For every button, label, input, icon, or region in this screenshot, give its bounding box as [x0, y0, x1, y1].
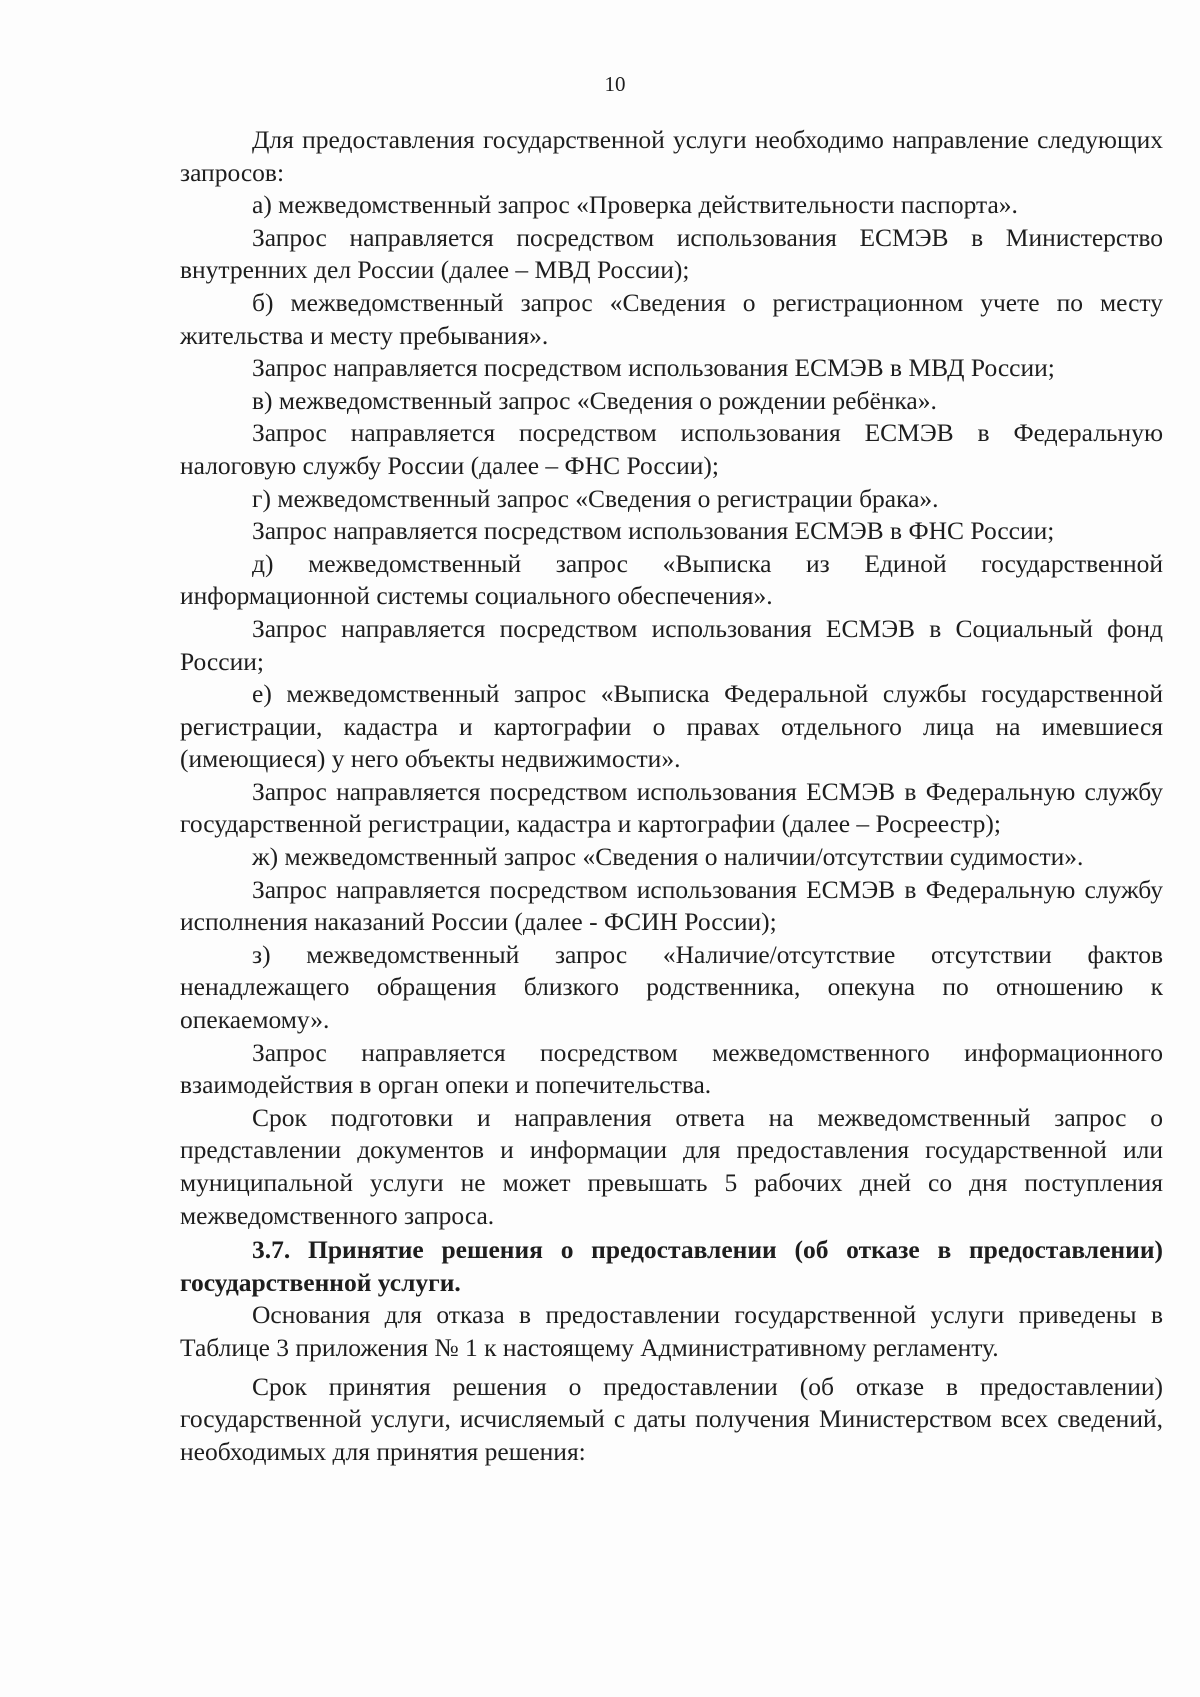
paragraph-refusal-grounds: Основания для отказа в предоставлении государственной услуги приведены в Таблице 3 приложения № 1 к настоящему Административному регламенту.	[180, 1300, 1163, 1362]
paragraph-request-d-target: Запрос направляется посредством использования ЕСМЭВ в Социальный фонд России;	[180, 613, 1163, 676]
paragraph-response-deadline: Срок подготовки и направления ответа на межведомственный запрос о представлении документов и информации для предоставления государственной или муниципальной услуги не может превышать 5 рабочих дней со дня поступления межведомственного запроса.	[180, 1102, 1163, 1230]
paragraph-request-v: в) межведомственный запрос «Сведения о рождении ребёнка».	[252, 385, 937, 415]
paragraph-request-g: г) межведомственный запрос «Сведения о регистрации брака».	[252, 483, 939, 513]
paragraph-request-e: е) межведомственный запрос «Выписка Федеральной службы государственной регистрации, кадастра и картографии о правах отдельного лица на имевшиеся (имеющиеся) у него объекты недвижимости».	[180, 679, 1163, 774]
paragraph-decision-deadline: Срок принятия решения о предоставлении (об отказе в предоставлении) государственной услуги, исчисляемый с даты получения Министерством всех сведений, необходимых для принятия решения:	[180, 1371, 1163, 1466]
paragraph-request-zh: ж) межведомственный запрос «Сведения о наличии/отсутствии судимости».	[252, 842, 1084, 872]
paragraph-request-z-target: Запрос направляется посредством межведомственного информационного взаимодействия в орган опеки и попечительства.	[180, 1037, 1163, 1100]
paragraph-request-a: а) межведомственный запрос «Проверка действительности паспорта».	[252, 190, 1018, 220]
paragraph-request-d: д) межведомственный запрос «Выписка из Единой государственной информационной системы социального обеспечения».	[180, 548, 1163, 611]
paragraph-request-a-target: Запрос направляется посредством использования ЕСМЭВ в Министерство внутренних дел России (далее – МВД России);	[180, 222, 1163, 285]
page-number: 10	[604, 72, 626, 96]
paragraph-intro: Для предоставления государственной услуги необходимо направление следующих запросов:	[180, 125, 1163, 187]
paragraph-request-v-target: Запрос направляется посредством использования ЕСМЭВ в Федеральную налоговую службу России (далее – ФНС России);	[180, 418, 1163, 480]
paragraph-request-g-target: Запрос направляется посредством использования ЕСМЭВ в ФНС России;	[252, 516, 1055, 546]
paragraph-request-z: з) межведомственный запрос «Наличие/отсутствие отсутствии фактов ненадлежащего обращения близкого родственника, опекуна по отношению к опекаемому».	[180, 939, 1163, 1035]
section-heading: 3.7. Принятие решения о предоставлении (об отказе в предоставлении) государственной услуги.	[180, 1235, 1163, 1297]
paragraph-request-e-target: Запрос направляется посредством использования ЕСМЭВ в Федеральную службу государственной регистрации, кадастра и картографии (далее – Росреестр);	[180, 776, 1163, 839]
paragraph-request-b-target: Запрос направляется посредством использования ЕСМЭВ в МВД России;	[252, 353, 1055, 383]
paragraph-request-zh-target: Запрос направляется посредством использования ЕСМЭВ в Федеральную службу исполнения наказаний России (далее - ФСИН России);	[180, 874, 1163, 937]
paragraph-request-b: б) межведомственный запрос «Сведения о регистрационном учете по месту жительства и месту пребывания».	[180, 287, 1163, 350]
document-body	[180, 124, 1163, 1468]
